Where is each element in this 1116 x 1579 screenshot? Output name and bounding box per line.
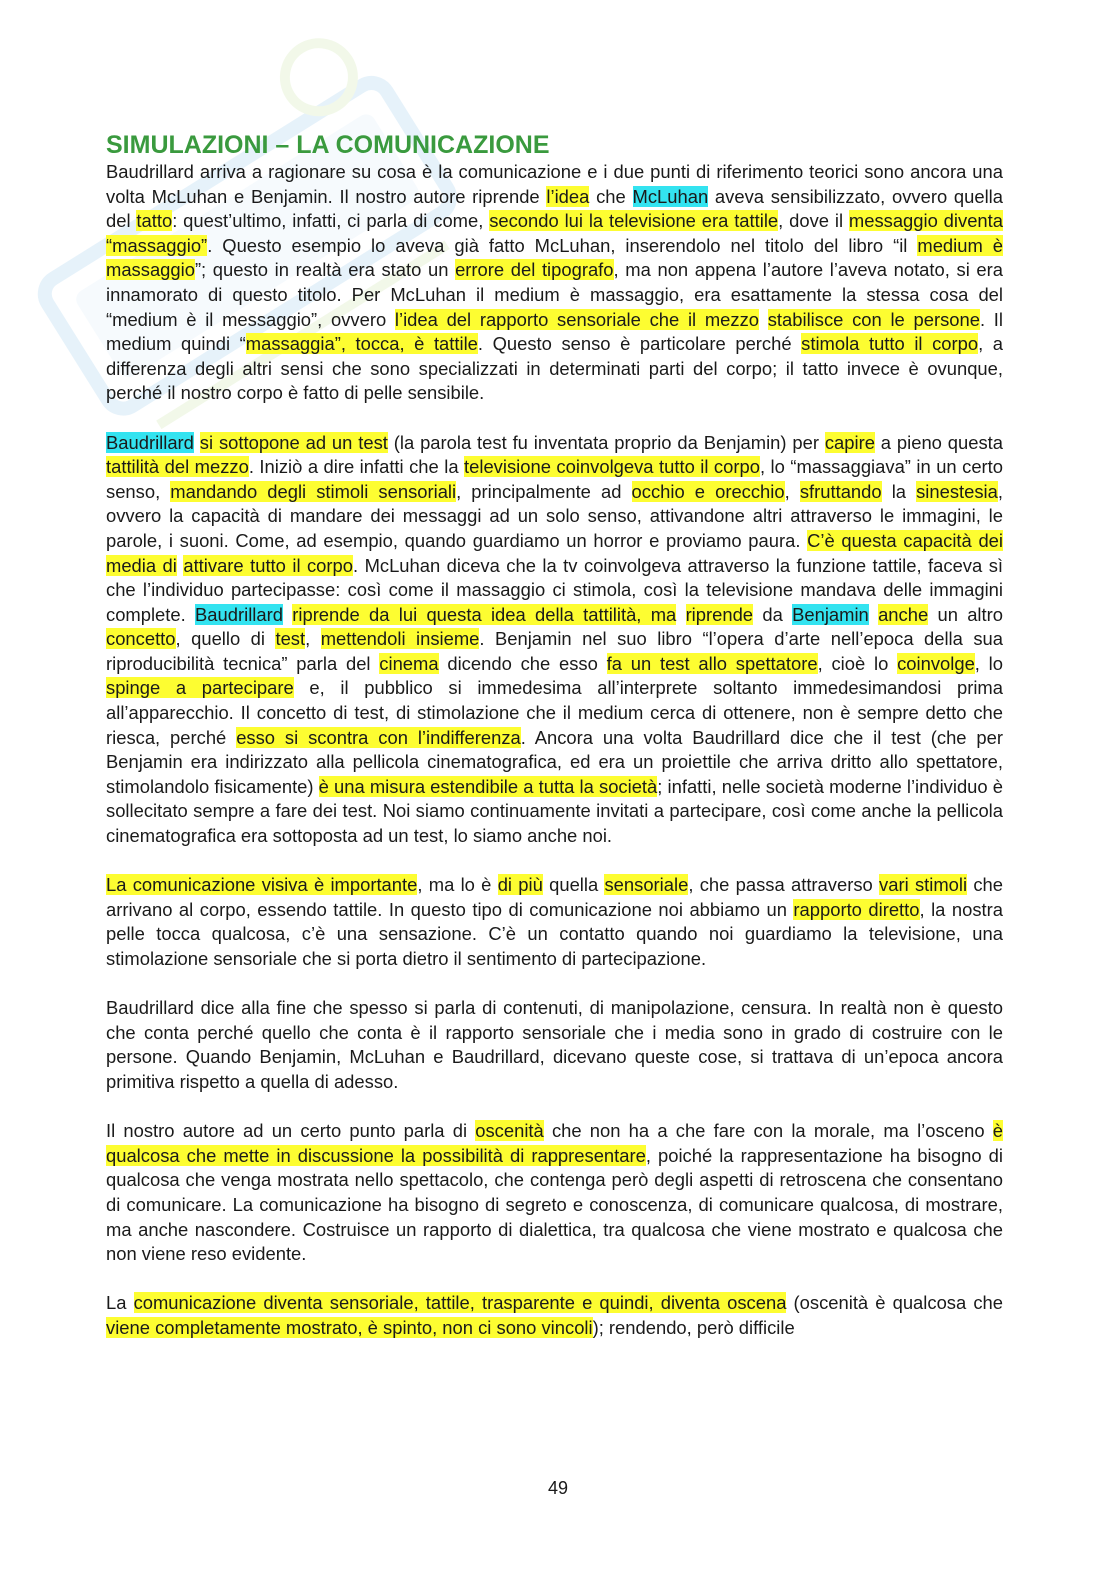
highlight-yellow: concetto bbox=[106, 628, 176, 650]
text-run bbox=[869, 604, 878, 625]
highlight-yellow: oscenità bbox=[475, 1120, 544, 1142]
text-run: , principalmente ad bbox=[456, 480, 632, 502]
paragraph bbox=[106, 431, 1003, 849]
highlight-yellow: anche bbox=[878, 603, 929, 625]
document-body bbox=[106, 130, 1003, 1365]
text-run: Il nostro autore ad un certo punto parla di bbox=[106, 1120, 476, 1142]
highlight-yellow: errore del tipografo bbox=[455, 259, 614, 281]
text-run: , dove il bbox=[778, 210, 849, 232]
highlight-yellow: test bbox=[275, 628, 306, 650]
paragraph bbox=[106, 1119, 1003, 1267]
paragraph bbox=[106, 873, 1003, 971]
text-run: La bbox=[106, 1292, 134, 1314]
text-run: . Questo esempio lo aveva già fatto McLuhan, inserendolo nel titolo del libro “il bbox=[207, 234, 918, 256]
text-run: (la parola test fu inventata proprio da Benjamin) per bbox=[387, 431, 825, 453]
text-run: . Il medium quindi “ bbox=[106, 308, 1003, 355]
highlight-yellow: televisione coinvolgeva tutto il corpo bbox=[464, 456, 760, 478]
text-run: e, il pubblico si immedesima all’interprete soltanto immedesimandosi prima all’apparecchio. Il concetto di test, di stimolazione che il medium cerca di ottenere, non è sempre detto che riesca, perché bbox=[106, 677, 1003, 748]
text-run: quella bbox=[542, 874, 605, 896]
text-run: Baudrillard dice alla fine che spesso si parla di contenuti, di manipolazione, censura. In realtà non è questo che conta perché quello che conta è il rapporto sensoriale che i media sono in grado di costruire con le persone. Quando Benjamin, McLuhan e Baudrillard, dicevano queste cose, si trattava di un’epoca ancora primitiva rispetto a quella di adesso. bbox=[106, 997, 1003, 1092]
text-run: , cioè lo bbox=[817, 652, 898, 674]
highlight-yellow: attivare tutto il corpo bbox=[183, 554, 353, 576]
highlight-yellow: capire bbox=[824, 431, 875, 453]
highlight-yellow: è una misura estendibile a tutta la società bbox=[318, 775, 658, 797]
highlight-yellow: messaggio diventa “massaggio” bbox=[106, 210, 1003, 256]
highlight-yellow: l’idea del rapporto sensoriale che il mezzo bbox=[394, 308, 760, 330]
highlight-cyan: Baudrillard bbox=[195, 603, 283, 625]
highlight-yellow: viene completamente mostrato, è spinto, non ci sono vincoli bbox=[106, 1316, 593, 1338]
highlight-yellow: sinestesia bbox=[916, 480, 998, 502]
highlight-yellow: La comunicazione visiva è importante bbox=[106, 874, 418, 896]
highlight-yellow: sensoriale bbox=[604, 874, 689, 896]
highlight-yellow: cinema bbox=[379, 652, 439, 674]
paragraph bbox=[106, 996, 1003, 1094]
text-run: , bbox=[784, 480, 800, 502]
highlight-yellow: coinvolge bbox=[897, 652, 975, 674]
text-run: ; infatti, nelle società moderne l’individuo è sollecitato sempre a fare dei test. Noi siamo continuamente invitati a partecipare, così come anche la pellicola cinematografica era sottoposta ad un test, lo siamo anche noi. bbox=[106, 775, 1003, 847]
highlight-yellow: fa un test allo spettatore bbox=[606, 652, 818, 674]
highlight-yellow: tattilità del mezzo bbox=[106, 456, 249, 478]
highlight-yellow: mandando degli stimoli sensoriali bbox=[170, 480, 457, 502]
highlight-yellow: tatto bbox=[136, 210, 173, 232]
text-run: ); rendendo, però difficile bbox=[592, 1316, 795, 1338]
highlight-cyan: Benjamin bbox=[792, 603, 869, 625]
text-run: , ovvero la capacità di mandare dei messaggi ad un solo senso, attivandone altri attraverso le immagini, le parole, i suoni. Come, ad esempio, quando guardiamo un horror e proviamo paura. bbox=[106, 480, 1003, 551]
highlight-yellow: spinge a partecipare bbox=[106, 677, 294, 699]
text-run: , a differenza degli altri sensi che sono specializzati in determinati parti del corpo; il tatto invece è ovunque, perché il nostro corpo è fatto di pelle sensibile. bbox=[106, 333, 1003, 404]
highlight-yellow: massaggia”, tocca, è tattile bbox=[245, 333, 478, 355]
highlight-yellow: sfruttando bbox=[799, 480, 882, 502]
text-run: . Questo senso è particolare perché bbox=[477, 333, 802, 355]
highlight-yellow: mettendoli insieme bbox=[320, 628, 480, 650]
highlight-yellow: esso si scontra con l’indifferenza bbox=[236, 726, 521, 748]
text-run: , ma lo è bbox=[417, 874, 498, 896]
text-run: . McLuhan diceva che la tv coinvolgeva attraverso la funzione tattile, faceva sì che l’individuo partecipasse: così come il massaggio ci stimola, così la televisione mandava delle immagini complete. bbox=[106, 554, 1003, 625]
text-run bbox=[194, 432, 200, 453]
text-run: che non ha a che fare con la morale, ma l’osceno bbox=[543, 1120, 993, 1142]
highlight-yellow: rapporto diretto bbox=[793, 898, 920, 920]
text-run: ”; questo in realtà era stato un bbox=[194, 259, 456, 281]
highlight-yellow: comunicazione diventa sensoriale, tattile, trasparente e quindi, diventa oscena bbox=[133, 1292, 787, 1314]
highlight-yellow: si sottopone ad un test bbox=[199, 431, 388, 453]
highlight-yellow: occhio e orecchio bbox=[631, 480, 785, 502]
highlight-yellow: riprende da lui questa idea della tattilità, ma bbox=[292, 603, 677, 625]
text-run: . Ancora una volta Baudrillard dice che il test (che per Benjamin era indirizzato alla pellicola cinematografica, ed era un proiettile che arriva dritto allo spettatore, stimolandolo fisicamente) bbox=[106, 726, 1003, 797]
paragraph bbox=[106, 160, 1003, 406]
text-run bbox=[283, 604, 292, 625]
text-run: che bbox=[589, 185, 633, 207]
highlight-yellow: stabilisce con le persone bbox=[767, 308, 980, 330]
highlight-yellow: l’idea bbox=[546, 185, 590, 207]
text-run: , la nostra pelle tocca qualcosa, c’è una sensazione. C’è un contatto quando noi guardiamo la televisione, una stimolazione sensoriale che si porta dietro il sentimento di partecipazione. bbox=[106, 898, 1003, 969]
highlight-yellow: secondo lui la televisione era tattile bbox=[489, 210, 779, 232]
highlight-yellow: di più bbox=[497, 874, 543, 896]
highlight-cyan: McLuhan bbox=[632, 185, 709, 207]
highlight-yellow: è qualcosa che mette in discussione la possibilità di rappresentare bbox=[106, 1120, 1003, 1166]
text-run: , bbox=[305, 628, 321, 650]
highlight-yellow: stimola tutto il corpo bbox=[801, 333, 979, 355]
text-run: Baudrillard arriva a ragionare su cosa è la comunicazione e i due punti di riferimento teorici sono ancora una volta McLuhan e Benjamin. Il nostro autore riprende bbox=[106, 161, 1003, 207]
paragraph-container bbox=[106, 160, 1003, 1341]
text-run: a pieno questa bbox=[874, 431, 1003, 453]
text-run: da bbox=[753, 603, 793, 625]
highlight-yellow: medium è massaggio bbox=[106, 234, 1003, 281]
text-run: , lo bbox=[974, 652, 1003, 674]
text-run: , che passa attraverso bbox=[688, 874, 880, 896]
text-run: , poiché la rappresentazione ha bisogno di qualcosa che venga mostrata nello spettacolo, che contenga però degli aspetti di retroscena che consentano di comunicare. La comunicazione ha bisogno di segreto e conoscenza, di comunicare qualcosa, di mostrare, ma anche nascondere. Costruisce un rapporto di dialettica, tra qualcosa che viene mostrato e qualcosa che non viene reso evidente. bbox=[106, 1144, 1003, 1265]
text-run: la bbox=[881, 480, 917, 502]
text-run: , lo “massaggiava” in un certo senso, bbox=[106, 456, 1004, 502]
text-run bbox=[759, 309, 768, 330]
text-run: aveva sensibilizzato, ovvero quella del bbox=[106, 185, 1003, 232]
text-run: , quello di bbox=[175, 628, 276, 650]
text-run: dicendo che esso bbox=[438, 652, 607, 674]
text-run: che arrivano al corpo, essendo tattile. In questo tipo di comunicazione noi abbiamo un bbox=[106, 874, 1004, 920]
text-run bbox=[676, 604, 685, 625]
text-run: . Benjamin nel suo libro “l’opera d’arte nell’epoca della sua riproducibilità tecnica” parla del bbox=[106, 628, 1003, 674]
text-run: : quest’ultimo, infatti, ci parla di come, bbox=[172, 210, 490, 232]
text-run: . Iniziò a dire infatti che la bbox=[248, 456, 465, 478]
paragraph bbox=[106, 1291, 1003, 1340]
page-title: SIMULAZIONI – LA COMUNICAZIONE bbox=[106, 131, 550, 159]
highlight-yellow: vari stimoli bbox=[879, 874, 968, 896]
page-number: 49 bbox=[547, 1478, 569, 1498]
text-run: , ma non appena l’autore l’aveva notato, si era innamorato di questo titolo. Per McLuhan il medium è massaggio, era esattamente la stessa cosa del “medium è il messaggio”, ovvero bbox=[106, 259, 1003, 330]
text-run: (oscenità è qualcosa che bbox=[786, 1292, 1003, 1314]
text-run: un altro bbox=[928, 603, 1003, 625]
highlight-yellow: riprende bbox=[685, 603, 754, 625]
highlight-cyan: Baudrillard bbox=[106, 431, 194, 453]
highlight-yellow: C’è questa capacità dei media di bbox=[106, 529, 1003, 576]
